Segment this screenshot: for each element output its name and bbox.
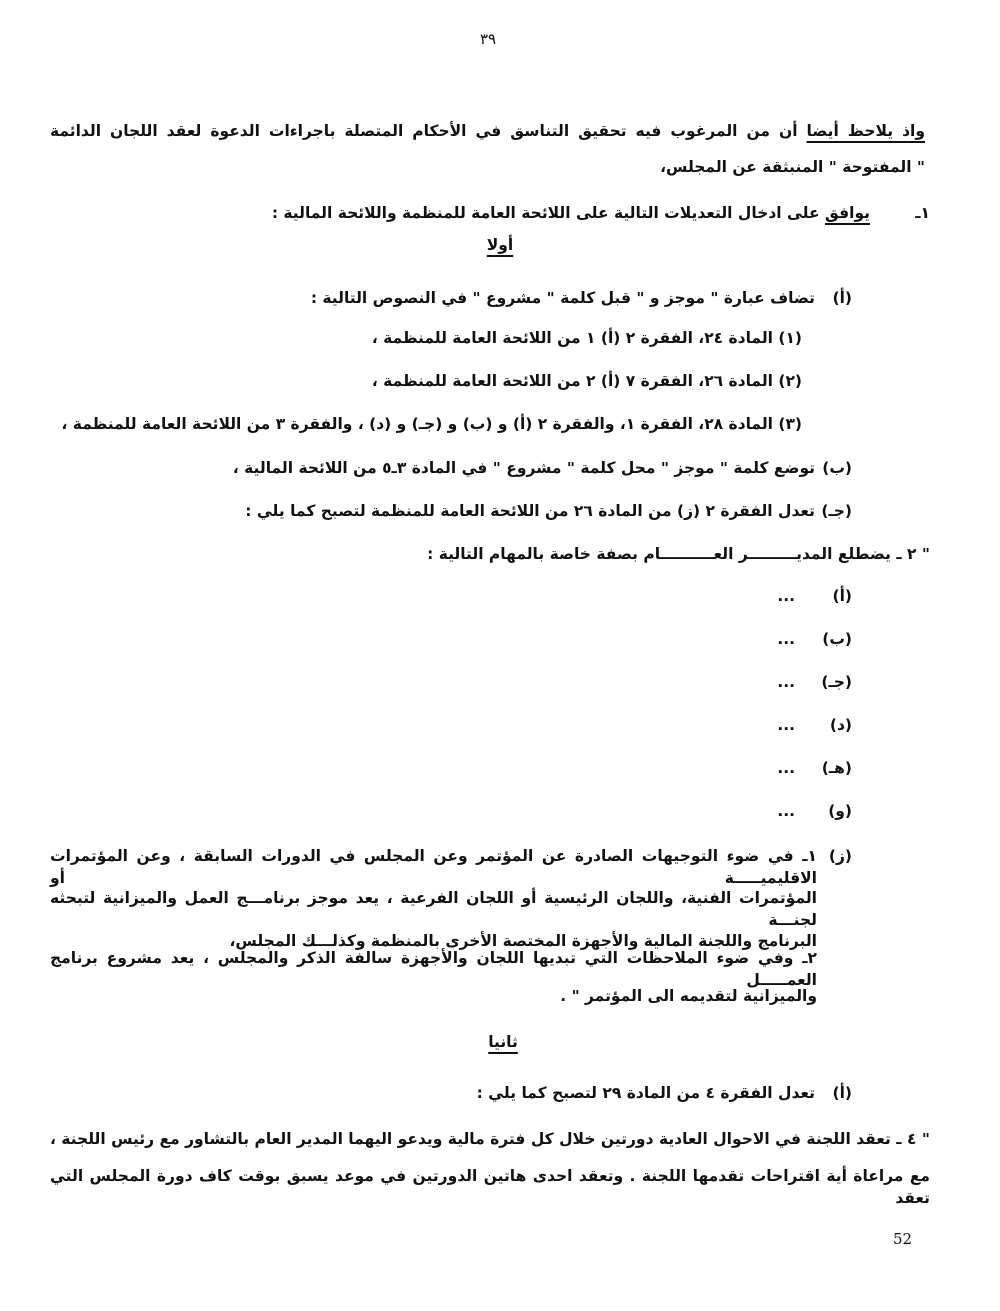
section-heading-first: أولا <box>486 236 514 254</box>
intro-keyword: واذ يلاحظ أيضا <box>806 122 925 140</box>
subitem-1: (١) المادة ٢٤، الفقرة ٢ (أ) ١ من اللائحة العامة للمنظمة ، <box>371 329 802 347</box>
quote2-item-ellipsis: ... <box>777 759 795 777</box>
section2-a-label: (أ) <box>832 1084 852 1102</box>
section1-a-text: تضاف عبارة " موجز و " قبل كلمة " مشروع " في النصوص التالية : <box>310 289 815 307</box>
item-1-keyword: يوافق <box>825 204 870 222</box>
quote2-item-label: (هـ) <box>821 759 852 777</box>
page-number-top: ٣٩ <box>480 30 497 48</box>
item-1-body: على ادخال التعديلات التالية على اللائحة العامة للمنظمة واللائحة المالية : <box>271 204 820 222</box>
z-line-5: والميزانية لتقديمه الى المؤتمر " . <box>560 987 817 1005</box>
section1-c-label: (جـ) <box>821 502 852 520</box>
z-line-3: البرنامج واللجنة المالية والأجهزة المختصة الأخرى بالمنظمة وكذلـــك المجلس، <box>229 932 817 950</box>
section1-b-label: (ب) <box>822 459 852 477</box>
quote2-item-label: (جـ) <box>821 673 852 691</box>
section-heading-second: ثانيا <box>488 1033 518 1051</box>
z-line-2: المؤتمرات الفنية، واللجان الرئيسية أو اللجان الفرعية ، يعد موجز برنامـــج العمل والميزانية لتبحثه لجنـــة <box>50 889 817 929</box>
section1-b-text: توضع كلمة " موجز " محل كلمة " مشروع " في المادة ٣ـ٥ من اللائحة المالية ، <box>232 459 815 477</box>
quote2-item-label: (د) <box>829 716 852 734</box>
quote2-item-ellipsis: ... <box>777 587 795 605</box>
quote2-item-ellipsis: ... <box>777 716 795 734</box>
page-number-bottom: 52 <box>893 1230 913 1248</box>
quote2-lead: " ٢ ـ يضطلع المديـــــــــر العــــــــــام بصفة خاصة بالمهام التالية : <box>427 545 930 563</box>
quote2-z-label: (ز) <box>828 847 852 865</box>
item-1-number: ١ـ <box>915 204 930 222</box>
section2-a-text: تعدل الفقرة ٤ من المادة ٢٩ لتصبح كما يلي : <box>476 1084 815 1102</box>
quote2-item-label: (أ) <box>832 587 852 605</box>
section2-line-1: " ٤ ـ تعقد اللجنة في الاحوال العادية دورتين خلال كل فترة مالية ويدعو اليهما المدير العام بالتشاور مع رئيس اللجنة ، <box>50 1130 930 1148</box>
quote2-item-label: (ب) <box>822 630 852 648</box>
intro-line-1 <box>50 120 925 142</box>
z-line-1: ١ـ في ضوء التوجيهات الصادرة عن المؤتمر وعن المجلس في الدورات السابقة ، وعن المؤتمرات الاقليميـــــة أو <box>50 847 817 887</box>
z-line-4: ٢ـ وفي ضوء الملاحظات التي تبديها اللجان والأجهزة سالفة الذكر والمجلس ، يعد مشروع برنامج العمـــــل <box>50 949 817 989</box>
quote2-item-ellipsis: ... <box>777 673 795 691</box>
quote2-item-label: (و) <box>828 802 852 820</box>
intro-line-1-text: أن من المرغوب فيه تحقيق التناسق في الأحكام المتصلة باجراءات الدعوة لعقد اللجان الدائمة <box>50 122 798 140</box>
intro-line-2: " المفتوحة " المنبثقة عن المجلس، <box>660 158 925 176</box>
section1-c-text: تعدل الفقرة ٢ (ز) من المادة ٢٦ من اللائحة العامة للمنظمة لتصبح كما يلي : <box>245 502 815 520</box>
subitem-2: (٢) المادة ٢٦، الفقرة ٧ (أ) ٢ من اللائحة العامة للمنظمة ، <box>371 372 802 390</box>
quote2-item-ellipsis: ... <box>777 802 795 820</box>
item-1-text <box>272 202 870 224</box>
quote2-item-ellipsis: ... <box>777 630 795 648</box>
section2-line-2: مع مراعاة أية اقتراحات تقدمها اللجنة . وتعقد احدى هاتين الدورتين في موعد يسبق بوقت كاف دورة المجلس التي تعقد <box>50 1167 930 1207</box>
section1-a-label: (أ) <box>832 289 852 307</box>
subitem-3: (٣) المادة ٢٨، الفقرة ١، والفقرة ٢ (أ) و (ب) و (جـ) و (د) ، والفقرة ٣ من اللائحة العامة للمنظمة ، <box>61 415 802 433</box>
